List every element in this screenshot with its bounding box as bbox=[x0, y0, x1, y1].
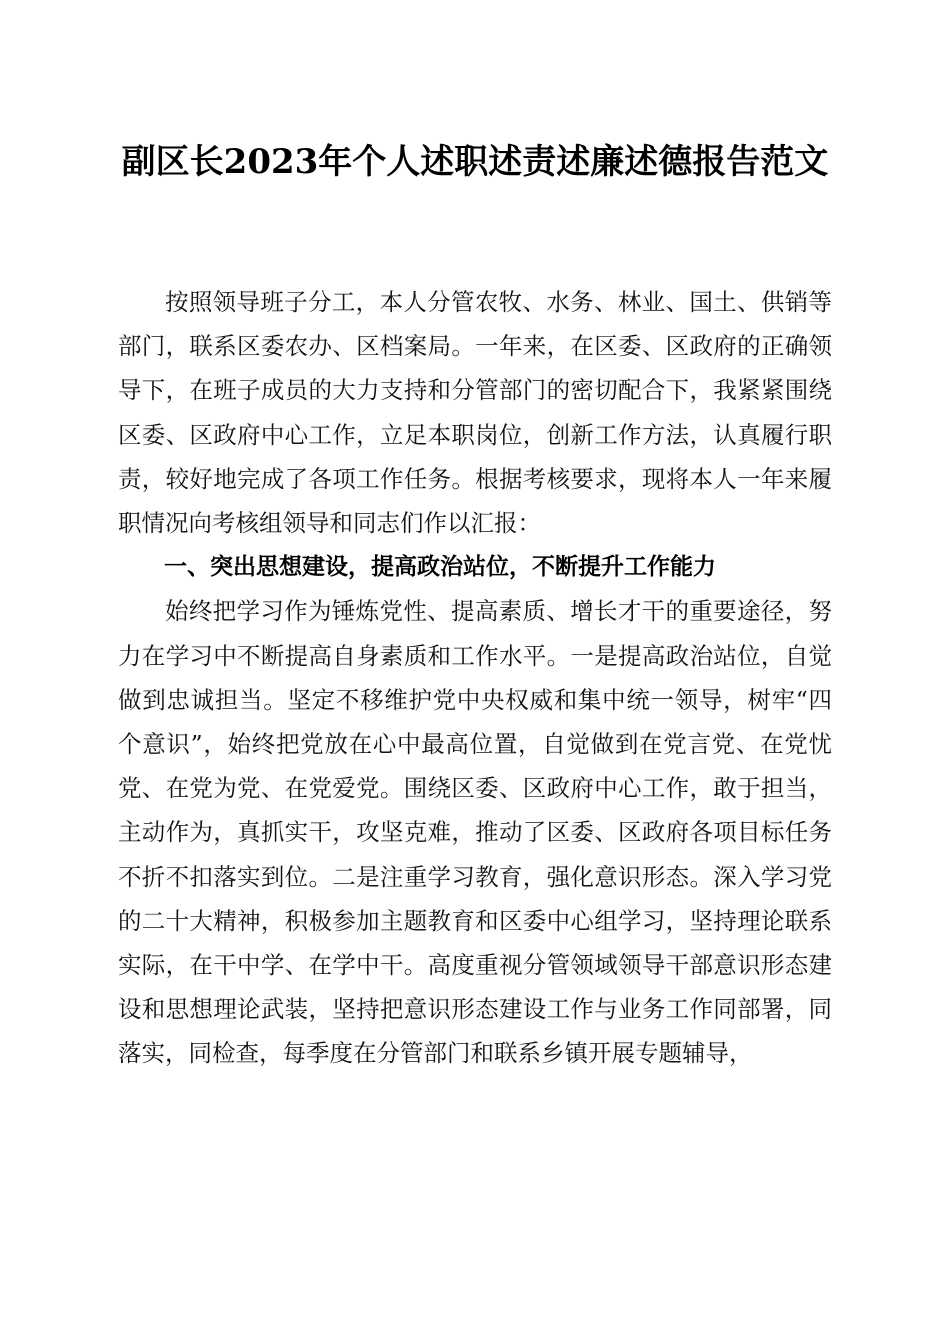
document-title: 副区长2023年个人述职述责述廉述德报告范文 bbox=[121, 142, 829, 182]
section-1-heading: 一、突出思想建设，提高政治站位，不断提升工作能力 bbox=[164, 554, 716, 581]
section-1-paragraph: 始终把学习作为锤炼党性、提高素质、增长才干的重要途径，努力在学习中不断提高自身素质和工作水平。一是提高政治站位，自觉做到忠诚担当。坚定不移维护党中央权威和集中统一领导，树牢“四个意识”，始终把党放在心中最高位置，自觉做到在党言党、在党忧党、在党为党、在党爱党。围绕区委、区政府中心工作，敢于担当，主动作为，真抓实干，攻坚克难，推动了区委、区政府各项目标任务不折不扣落实到位。二是注重学习教育，强化意识形态。深入学习党的二十大精神，积极参加主题教育和区委中心组学习，坚持理论联系实际，在干中学、在学中干。高度重视分管领域领导干部意识形态建设和思想理论武装，坚持把意识形态建设工作与业务工作同部署，同落实，同检查，每季度在分管部门和联系乡镇开展专题辅导， bbox=[118, 597, 832, 1068]
document-body bbox=[118, 280, 832, 1076]
intro-paragraph: 按照领导班子分工，本人分管农牧、水务、林业、国土、供销等部门，联系区委农办、区档案局。一年来，在区委、区政府的正确领导下，在班子成员的大力支持和分管部门的密切配合下，我紧紧围绕区委、区政府中心工作，立足本职岗位，创新工作方法，认真履行职责，较好地完成了各项工作任务。根据考核要求，现将本人一年来履职情况向考核组领导和同志们作以汇报： bbox=[118, 288, 832, 538]
